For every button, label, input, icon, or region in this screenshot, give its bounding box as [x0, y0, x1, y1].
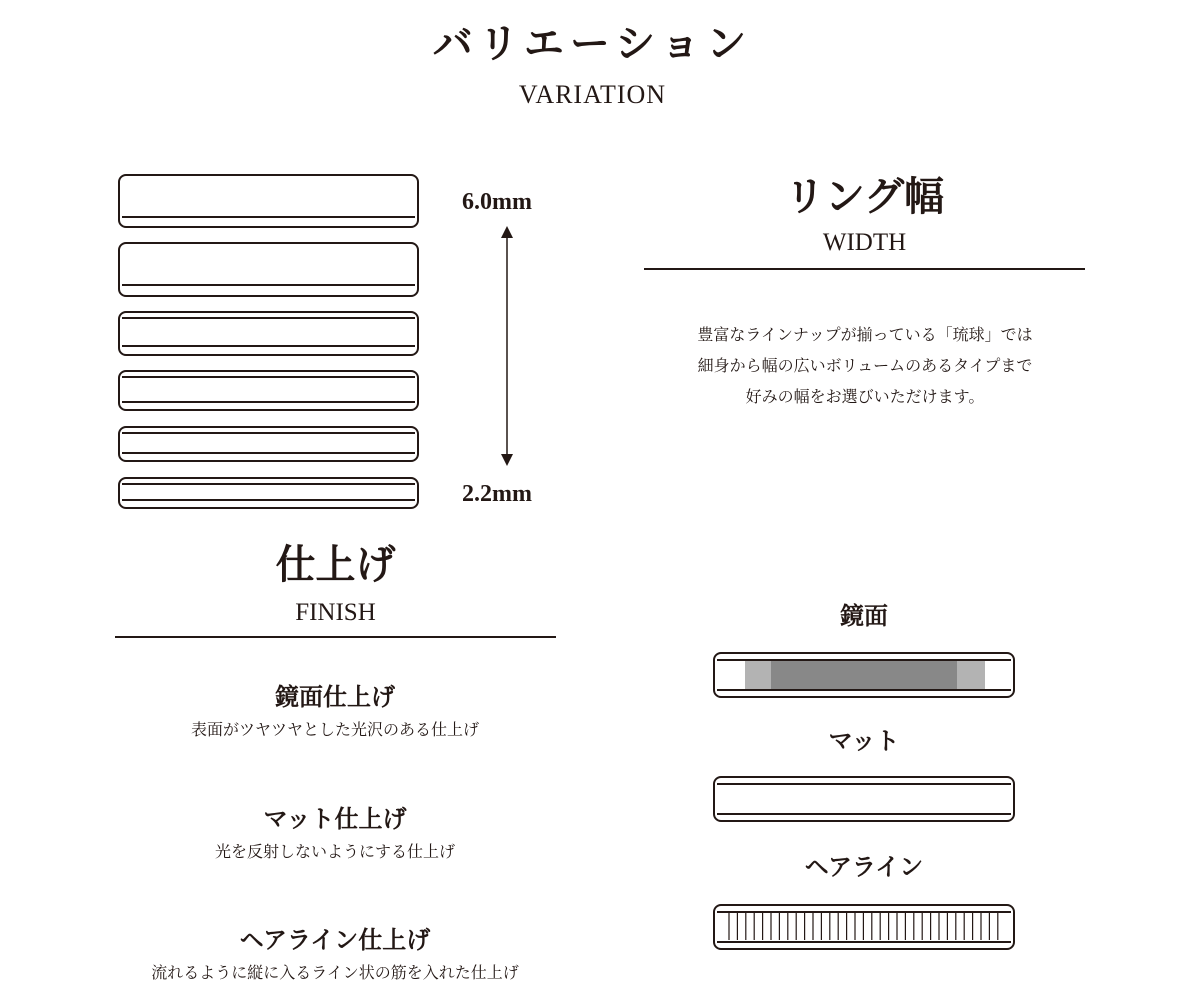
page-subtitle: VARIATION — [518, 80, 667, 109]
ring-bar-3.0mm — [118, 426, 419, 462]
sample-edge-line — [717, 813, 1011, 815]
finish-section-subtitle: FINISH — [295, 599, 376, 626]
ring-bar-4.0mm — [118, 311, 419, 356]
sample-edge-line — [717, 941, 1011, 943]
finish-item-hairline-desc: 流れるように縦に入るライン状の筋を入れた仕上げ — [151, 963, 519, 982]
ring-bar-5.0mm — [118, 242, 419, 297]
width-section-title: リング幅 — [784, 173, 945, 220]
mirror-reflection-dark — [771, 661, 957, 689]
ring-bar-3.5mm — [118, 370, 419, 411]
sample-edge-line — [717, 659, 1011, 661]
matte-sample-label: マット — [828, 726, 900, 755]
sample-edge-line — [717, 783, 1011, 785]
ring-bar-edge-line — [122, 452, 415, 454]
matte-finish-sample — [713, 776, 1015, 822]
ring-bar-edge-line — [122, 345, 415, 347]
width-max-label: 6.0mm — [462, 189, 532, 215]
mirror-sample-label: 鏡面 — [840, 601, 888, 630]
finish-item-hairline-name: ヘアライン仕上げ — [239, 925, 431, 954]
finish-section-divider — [115, 636, 556, 638]
width-description-line-3: 好みの幅をお選びいただけます。 — [745, 387, 985, 406]
width-min-label: 2.2mm — [462, 481, 532, 507]
finish-item-matte-desc: 光を反射しないようにする仕上げ — [214, 842, 455, 861]
ring-bar-edge-line — [122, 317, 415, 319]
hairline-finish-sample — [713, 904, 1015, 950]
ring-bar-edge-line — [122, 216, 415, 218]
width-description-line-2: 細身から幅の広いボリュームのあるタイプまで — [697, 356, 1033, 375]
hairline-sample-label: ヘアライン — [804, 852, 924, 881]
finish-item-matte-name: マット仕上げ — [263, 804, 407, 833]
sample-edge-line — [717, 911, 1011, 913]
ring-bar-edge-line — [122, 401, 415, 403]
sample-edge-line — [717, 689, 1011, 691]
ring-bar-edge-line — [122, 499, 415, 501]
width-description-line-1: 豊富なラインナップが揃っている「琉球」では — [697, 325, 1033, 344]
ring-bar-6.0mm — [118, 174, 419, 228]
page-title: バリエーション — [432, 20, 753, 67]
finish-item-mirror-name: 鏡面仕上げ — [275, 682, 395, 711]
mirror-finish-sample — [713, 652, 1015, 698]
ring-bar-edge-line — [122, 483, 415, 485]
ring-bar-edge-line — [122, 432, 415, 434]
finish-item-mirror-desc: 表面がツヤツヤとした光沢のある仕上げ — [190, 720, 479, 739]
ring-bar-2.2mm — [118, 477, 419, 509]
width-section-subtitle: WIDTH — [822, 229, 907, 256]
width-section-divider — [644, 268, 1085, 270]
finish-section-title: 仕上げ — [275, 541, 396, 588]
width-range-arrow-icon — [496, 226, 518, 468]
ring-bar-edge-line — [122, 284, 415, 286]
ring-bar-edge-line — [122, 376, 415, 378]
